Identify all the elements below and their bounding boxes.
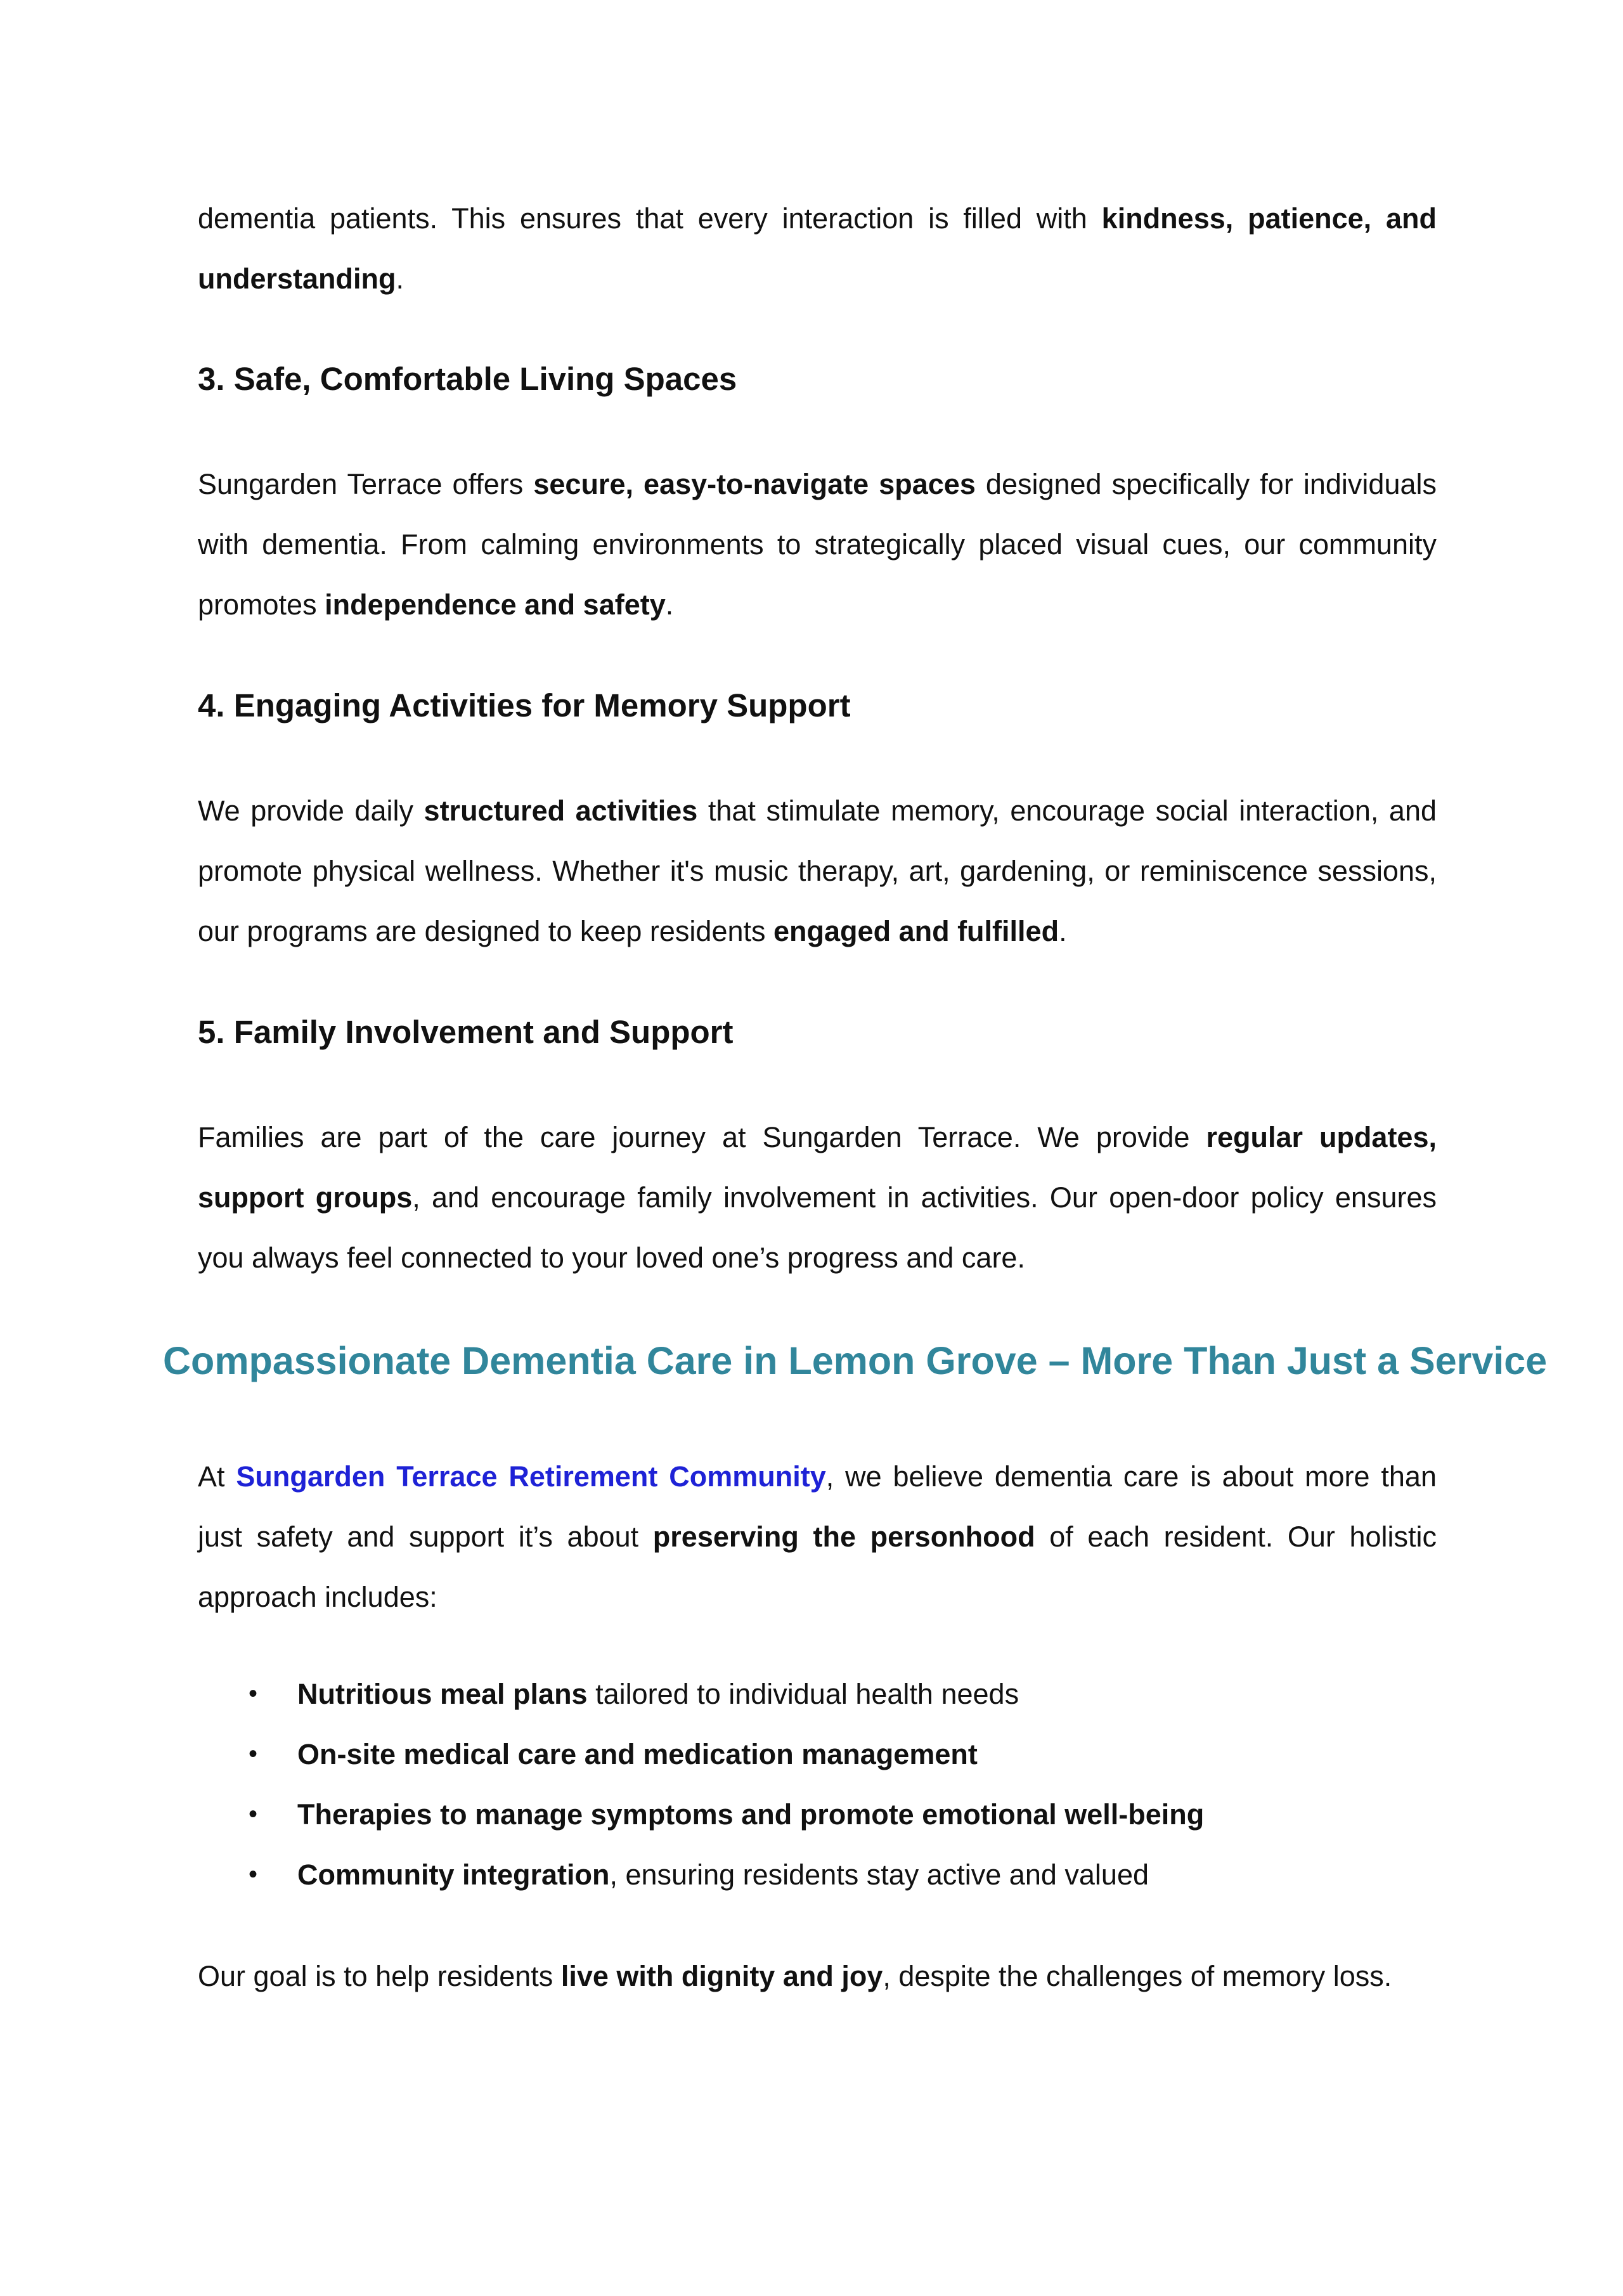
section-5-text-start: Families are part of the care journey at Sungarden Terrace. We provide (198, 1121, 1206, 1153)
compassionate-text-end: of each resident. Our holistic approach includes: (198, 1521, 1437, 1613)
section-5-paragraph (198, 1107, 1437, 1288)
section-4-text-end: . (1059, 915, 1067, 947)
list-item (198, 1845, 1437, 1905)
intro-end: . (396, 263, 404, 295)
intro-text: dementia patients. This ensures that every interaction is filled with (198, 202, 1102, 235)
list-item (198, 1784, 1437, 1845)
compassionate-text-middle: , we believe dementia care is about more than just safety and support it’s about (198, 1460, 1437, 1553)
compassionate-care-heading: Compassionate Dementia Care in Lemon Grove – More Than Just a Service (163, 1339, 1548, 1382)
compassionate-emphasis: preserving the personhood (652, 1521, 1035, 1553)
section-5-heading: 5. Family Involvement and Support (198, 1014, 734, 1050)
goal-text-end: , despite the challenges of memory loss. (883, 1960, 1392, 1992)
list-item-emphasis: Therapies to manage symptoms and promote emotional well-being (297, 1798, 1205, 1831)
section-3-paragraph (198, 454, 1437, 635)
section-3-text-middle: designed specifically for individuals with dementia. From calming environments to strategically placed visual cues, our community promotes (198, 468, 1437, 621)
section-3-heading: 3. Safe, Comfortable Living Spaces (198, 361, 737, 397)
list-item (198, 1724, 1437, 1784)
section-4-paragraph (198, 781, 1437, 961)
community-link[interactable]: Sungarden Terrace Retirement Community (236, 1460, 826, 1493)
section-3-emphasis-2: independence and safety (325, 588, 666, 621)
section-4-emphasis-1: structured activities (424, 795, 698, 827)
intro-emphasis: kindness, patience, and understanding (198, 202, 1437, 295)
section-3-emphasis-1: secure, easy-to-navigate spaces (533, 468, 976, 500)
goal-text-start: Our goal is to help residents (198, 1960, 561, 1992)
list-item (198, 1664, 1437, 1724)
list-item-emphasis: Community integration (297, 1858, 610, 1891)
section-3-text-start: Sungarden Terrace offers (198, 468, 534, 500)
care-approach-list (198, 1664, 1437, 1905)
compassionate-text-start: At (198, 1460, 236, 1493)
section-4-text-middle: that stimulate memory, encourage social interaction, and promote physical wellness. Whether it's music therapy, art, gardening, or reminiscence sessions, our programs are designed to keep residents (198, 795, 1437, 947)
goal-emphasis: live with dignity and joy (560, 1960, 883, 1992)
list-item-emphasis: On-site medical care and medication management (297, 1738, 978, 1770)
bullet-icon: • (249, 1740, 258, 1768)
list-item-text: tailored to individual health needs (587, 1678, 1019, 1710)
section-4-heading: 4. Engaging Activities for Memory Support (198, 687, 851, 723)
section-3-text-end: . (665, 588, 674, 621)
list-item-emphasis: Nutritious meal plans (297, 1678, 588, 1710)
intro-paragraph (198, 188, 1437, 309)
section-4-text-start: We provide daily (198, 795, 424, 827)
goal-paragraph (198, 1946, 1437, 2006)
section-5-emphasis: regular updates, support groups (198, 1121, 1437, 1214)
section-5-text-end: , and encourage family involvement in activities. Our open-door policy ensures you always feel connected to your loved one’s progress and care. (198, 1181, 1437, 1274)
section-4-emphasis-2: engaged and fulfilled (773, 915, 1059, 947)
bullet-icon: • (249, 1860, 258, 1888)
compassionate-care-paragraph (198, 1446, 1437, 1627)
list-item-text: , ensuring residents stay active and valued (609, 1858, 1149, 1891)
bullet-icon: • (249, 1680, 258, 1708)
bullet-icon: • (249, 1800, 258, 1828)
